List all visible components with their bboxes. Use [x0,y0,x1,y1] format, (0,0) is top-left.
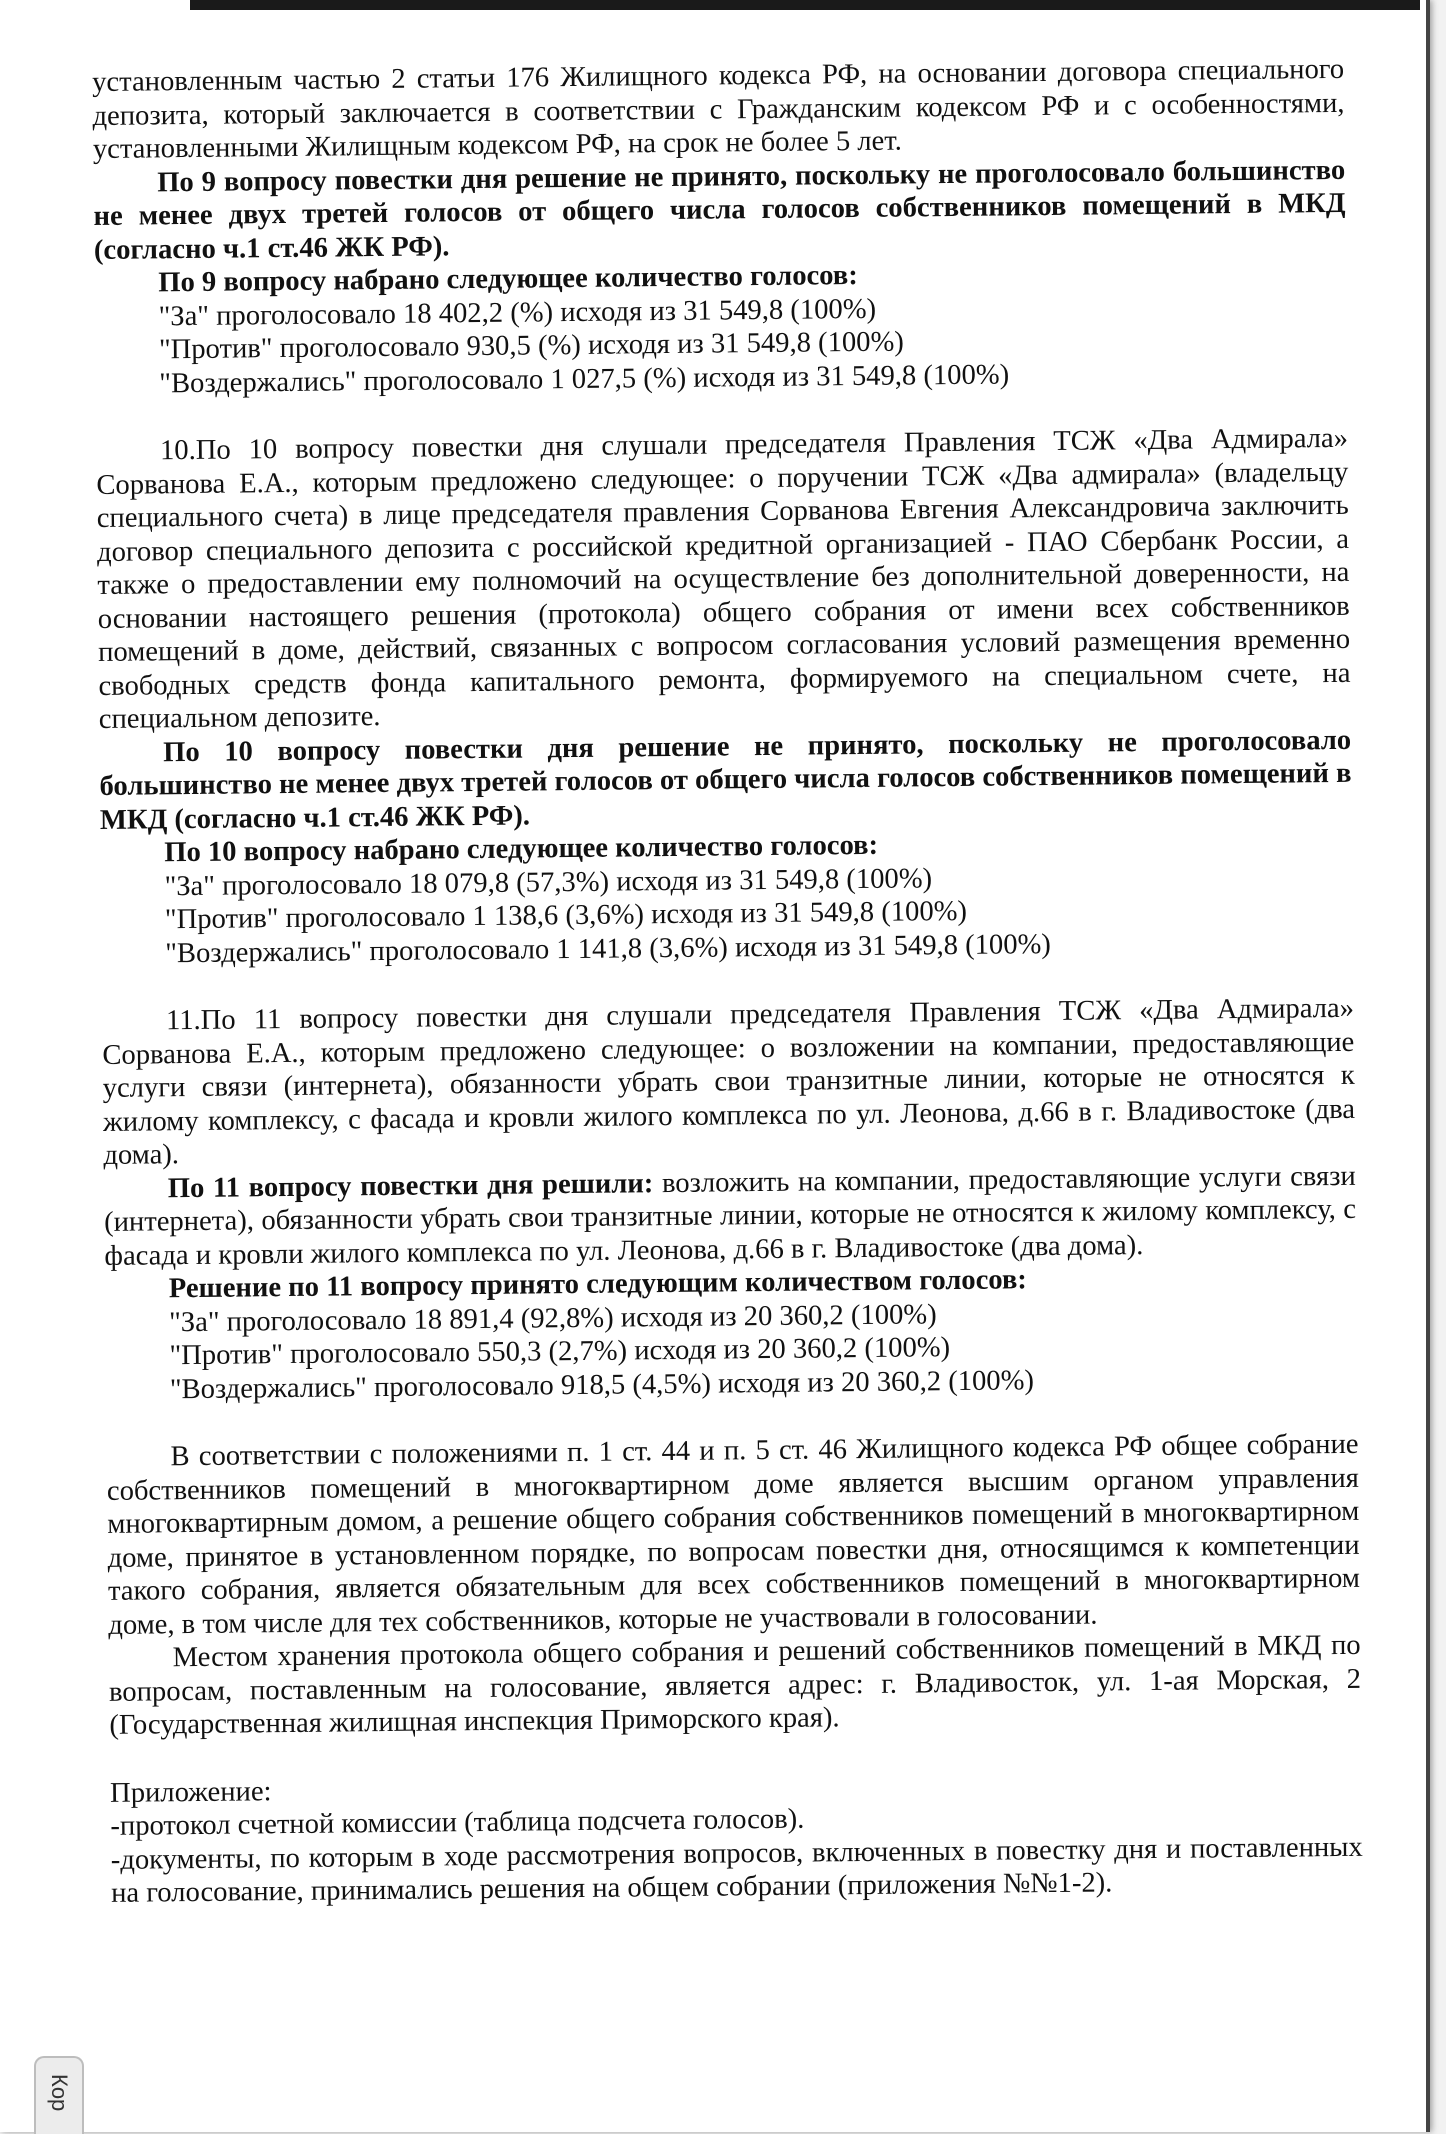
q9-decision: По 9 вопросу повестки дня решение не принято, поскольку не проголосовало большинство не менее двух третей голосов от общего числа голосов собственников помещений в МКД (согласно ч.1 ст.46 ЖК РФ). [93,154,1346,266]
document-body [92,53,1363,1911]
q10-decision: По 10 вопросу повестки дня решение не принято, поскольку не проголосовало большинство не менее двух третей голосов от общего числа голосов собственников помещений в МКД (согласно ч.1 ст.46 ЖК РФ). [99,724,1352,836]
q9-votes-heading: По 9 вопросу набрано следующее количество голосов: [158,259,858,299]
appendix-title: Приложение: [109,1775,272,1809]
storage-paragraph: Местом хранения протокола общего собрания и решений собственников помещений в МКД по вопросам, поставленным на голосование, является адрес: г. Владивосток, ул. 1-ая Морская, 2 (Государственная жилищная инспекция Приморского края). [108,1629,1362,1741]
q11-decided-text: возложить на компании, предоставляющие услуги связи (интернета), обязанности убрать свои транзитные линии, которые не относятся к жилому комплексу, с фасада и кровли жилого комплекса по ул. Леонова, д.66 в г. Владивостоке (два дома). [103,1160,1357,1272]
q10-vote-against: "Против" проголосовало 1 138,6 (3,6%) исходя из 31 549,8 (100%) [164,895,968,936]
q10-paragraph: 10.По 10 вопросу повестки дня слушали председателя Правления ТСЖ «Два Адмирала» Сорванова Е.А., которым предложено следующее: о поручении ТСЖ «Два адмирала» (владельцу специального счета) в лице председателя правления Сорванова Евгения Александровича заключить договор специального депозита с российской кредитной организацией - ПАО Сбербанк России, а также о предоставлении ему полномочий на осуществление без дополнительной доверенности, на основании настоящего решения (протокола) общего собрания от имени всех собственников помещений в доме, действий, связанных с вопросом согласования условий размещения временно свободных средств фонда капитального ремонта, формируемого на специальном счете, на специальном депозите. [96,422,1351,735]
q11-votes-heading: Решение по 11 вопросу принято следующим количеством голосов: [168,1264,1028,1305]
q9-vote-for: "За" проголосовало 18 402,2 (%) исходя из 31 549,8 (100%) [158,293,877,332]
q10-votes-heading: По 10 вопросу набрано следующее количество голосов: [164,829,879,869]
legal-paragraph: В соответствии с положениями п. 1 ст. 44 и п. 5 ст. 46 Жилищного кодекса РФ общее собрание собственников помещений в многоквартирном доме является высшим органом управления многоквартирным домом, а решение общего собрания собственников помещений в многоквартирном доме, принятое в установленном порядке, по вопросам повестки дня, относящимся к компетенции такого собрания, является обязательным для всех собственников помещений в многоквартирном доме, в том числе для тех собственников, которые не участвовали в голосовании. [106,1428,1361,1641]
q9-vote-against: "Против" проголосовало 930,5 (%) исходя из 31 549,8 (100%) [158,326,905,366]
q11-vote-abstain: "Воздержались" проголосовало 918,5 (4,5%) исходя из 20 360,2 (100%) [169,1364,1035,1405]
q11-vote-against: "Против" проголосовало 550,3 (2,7%) исходя из 20 360,2 (100%) [169,1332,951,1372]
side-panel-tab[interactable] [34,2056,84,2134]
appendix-item: -протокол счетной комиссии (таблица подсчета голосов). [110,1803,805,1842]
q9-vote-abstain: "Воздержались" проголосовало 1 027,5 (%) исходя из 31 549,8 (100%) [159,358,1010,399]
q11-vote-for: "За" проголосовало 18 891,4 (92,8%) исходя из 20 360,2 (100%) [168,1298,937,1338]
q11-decided-label: По 11 вопросу повестки дня решили: [167,1167,654,1204]
q10-vote-abstain: "Воздержались" проголосовало 1 141,8 (3,6%) исходя из 31 549,8 (100%) [165,928,1052,969]
q11-decision [104,1159,1357,1273]
q10-vote-for: "За" проголосовало 18 079,8 (57,3%) исходя из 31 549,8 (100%) [164,862,933,902]
side-panel-tab-label: Кор [47,2074,72,2112]
q11-paragraph: 11.По 11 вопросу повестки дня слушали председателя Правления ТСЖ «Два Адмирала» Сорванова Е.А., которым предложено следующее: о возложении на компании, предоставляющие услуги связи (интернета), обязанности убрать свои транзитные линии, которые не относятся к жилому комплексу, с фасада и кровли жилого комплекса по ул. Леонова, д.66 в г. Владивостоке (два дома). [102,992,1356,1171]
page-top-edge [190,0,1420,10]
appendix-item: -документы, по которым в ходе рассмотрения вопросов, включенных в повестку дня и поставленных на голосование, принимались решения на общем собрании (приложения №№1-2). [110,1831,1363,1909]
intro-paragraph: установленным частью 2 статьи 176 Жилищного кодекса РФ, на основании договора специального депозита, который заключается в соответствии с Гражданским кодексом РФ и с особенностями, установленными Жилищным кодексом РФ, на срок не более 5 лет. [92,53,1345,165]
